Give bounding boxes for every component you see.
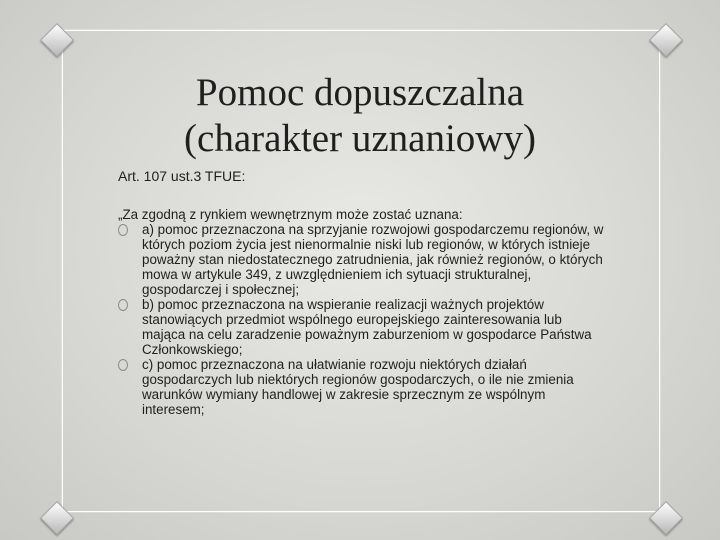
circle-outline-icon: [118, 359, 128, 371]
slide-title: [90, 70, 630, 162]
bullet-text-a: a) pomoc przeznaczona na sprzyjanie rozwojowi gospodarczemu regionów, w których poziom życia jest nienormalnie niski lub regionów, w których istnieje poważny stan niedostatecznego zatrudnienia, jak również regionów, o których mowa w artykule 349, z uwzględnieniem ich sytuacji strukturalnej, gospodarczej i społecznej;: [142, 222, 604, 297]
intro-text: „Za zgodną z rynkiem wewnętrznym może zostać uznana:: [118, 207, 463, 222]
bullet-text-c: c) pomoc przeznaczona na ułatwianie rozwoju niektórych działań gospodarczych lub niektórych regionów gospodarczych, o ile nie zmienia warunków wymiany handlowej w zakresie sprzecznym ze wspólnym interesem;: [142, 357, 574, 417]
slide-body: [118, 207, 608, 417]
list-item: [118, 297, 608, 357]
circle-outline-icon: [118, 224, 128, 236]
article-reference: Art. 107 ust.3 TFUE:: [118, 168, 246, 184]
list-item: [118, 222, 608, 297]
bullet-text-b: b) pomoc przeznaczona na wspieranie realizacji ważnych projektów stanowiących przedmiot wspólnego europejskiego zainteresowania lub mająca na celu zaradzenie poważnym zaburzeniom w gospodarce Państwa Członkowskiego;: [142, 297, 592, 357]
title-line-2: (charakter uznaniowy): [184, 117, 536, 160]
circle-outline-icon: [118, 299, 128, 311]
title-line-1: Pomoc dopuszczalna: [195, 71, 525, 114]
bullet-list: [118, 222, 608, 417]
list-item: [118, 357, 608, 417]
